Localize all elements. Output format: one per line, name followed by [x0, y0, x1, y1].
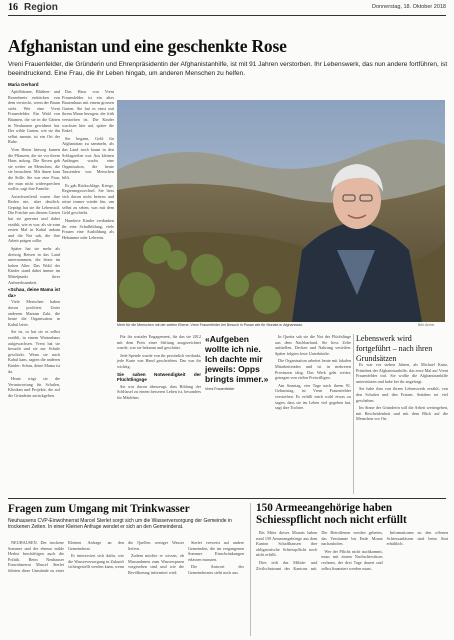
page-header — [8, 2, 446, 16]
paragraph: Hunderte Kinder verdanken ihr eine Schulbildung, viele Frauen eine Ausbildung als Hebamme oder Lehrerin. — [62, 218, 114, 240]
paragraph: Später hat sie mehr als dreissig Reisen in das Land unternommen, die letzte im hohen Alter. Das Wohl der Kinder stand dabei immer im Mittelpunkt ihrer Aufmerksamkeit. — [8, 246, 60, 285]
paragraph: Es war vor sieben Jahren, als Michael Kunz, Präsident der Afghanistanhilfe, das erste Mal auf Vreni Frauenfelder traf. Sie wollte die Afghanistanhilfe unterstützen und habe bei ihr angefragt. — [356, 362, 448, 384]
sidebar-text — [356, 362, 448, 494]
paragraph: Ausschweifend waren ihre Reden nie, aber deutlich. Geprägt hat sie ihr Lebensstil. Die Früchte aus diesem Garten hat sie geerntet und dabei erzählt, wie es war, als sie zum ersten Mal in Kabul ankam und die Not sah, die ihre Arbeit prägen sollte. — [8, 193, 60, 244]
paragraph: Für ihr soziales Engagement, für das sie 2012 mit dem Preis einer Stiftung ausgezeichnet wurde, war sie bekannt und geschätzt. — [117, 334, 201, 351]
article3-headline: 150 Armeeangehörige haben Schiesspflicht noch nicht erfüllt — [256, 502, 407, 526]
header-rule — [8, 15, 446, 16]
portrait-photo — [117, 100, 445, 322]
paragraph: Dies teilt das Militär- und Zivilschutzamt des Kantons mit. Die Betroffenen werden gebeten, das Versäumte bis Ende Monat nachzuholen. — [256, 530, 383, 571]
paragraph: Vom Beton hinweg kamen die Pflanzen, die sie vor ihrem Haus aufzog. Die Rosen gab sie weiter an Menschen, die sie besuchten. Mit ihnen kam die Stille. Sie war eine Frau, der man nicht widersprechen wollte, sagt ihre Familie. — [8, 146, 60, 192]
paragraph: Er interessiert sich dafür, wie die Wasserversorgung in Zukunft sichergestellt werden kann, wenn die Quellen weniger Wasser liefern. — [68, 540, 184, 570]
paragraph: Im Sinne der Gründerin soll die Arbeit weitergehen, mit Bescheidenheit und mit dem Blick auf die Menschen vor Ort. — [356, 405, 448, 422]
main-deck: Vreni Frauenfelder, die Gründerin und Ehrenpräsidentin der Afghanistanhilfe, ist mit 91 Jahren verstorben. Ihr Lebenswerk, das nun andere fortführen, ist beeindruckend. Eine Frau, die ihr Leben hingab, um anderen Menschen zu helfen. — [8, 61, 448, 77]
paragraph: Bis Mitte dieses Monats haben rund 150 Armeeangehörige aus dem Kanton Schaffhausen ihre obligatorische Schiesspflicht noch nicht erfüllt. — [256, 530, 318, 558]
paragraph: Zudem möchte er wissen, ob Massnahmen zum Wassersparen vorgesehen sind und wie die Bevölkerung informiert wird. — [128, 553, 184, 575]
article-column-2 — [62, 89, 114, 495]
column-divider — [353, 334, 354, 494]
paragraph: Das Haus von Vreni Frauenfelder ist ein altes Bauernhaus mit einem grossen Garten. Sie hat es einst mit ihrem Mann bezogen, der früh verstorben ist. Die Kinder wuchsen hier auf, später die Enkel. — [62, 89, 114, 134]
article-column-4 — [275, 334, 351, 494]
article-column-1 — [8, 89, 60, 495]
paragraph: Die Organisation arbeitet heute mit lokalen Mitarbeitenden und ist in mehreren Provinzen tätig. Das Werk geht weiter, getragen von vielen Freiwilligen. — [275, 358, 351, 381]
pull-quote-attribution: Vreni Frauenfelder — [205, 387, 235, 391]
paragraph: Sie ist, so hat sie es selbst erzählt, in einem Waisenhaus aufgewachsen. Vreni hat sie besucht und sie zur Schule geschickt. Wenn sie nach Kabul kam, sagten die anderen Kinder: Schau, deine Mama ist da. — [8, 329, 60, 374]
pull-quote — [205, 334, 271, 391]
section-rule — [8, 498, 446, 499]
page-number: 16 — [8, 2, 18, 13]
paragraph: In Quetta sah sie die Not der Flüchtlinge aus dem Nachbarland. Sie liess Zelte aufstellen, Decken und Nahrung verteilen. Später folgten feste Unterkünfte. — [275, 334, 351, 356]
paragraph: Am Sonntag, vier Tage nach ihrem 91. Geburtstag, ist Vreni Frauenfelder verstorben. Es erfüllt mich wohl etwas zu sagen, dass sie im Leben viel gegeben hat, sagt ihre Tochter. — [275, 382, 351, 411]
paragraph: Es gab Rückschläge, Kriege, Regierungswechsel. Sie liess sich davon nicht beirren und reiste immer wieder hin, um selbst zu sehen, was mit dem Geld geschieht. — [62, 182, 114, 216]
subheading: Sie sahen Notwendigkeit der Flüchtlingsge — [117, 371, 201, 383]
section-name: Region — [24, 2, 58, 13]
portrait-photo-image — [117, 100, 445, 322]
paragraph: NEUHAUSEN. Der trockene Sommer und der ebenso milde Herbst beschäftigen auch die Politik. Beim Neuhauser Einwohnerrat Marcel Sterlet führten diese Umstände zu einer Kleinen Anfrage an den Gemeinderat. — [8, 540, 124, 573]
column-divider — [250, 503, 251, 636]
pull-quote-text: «Aufgeben wollte ich nie. Ich dachte mir jeweils: Opps bringts immer.» — [205, 334, 269, 384]
main-headline: Afghanistan und eine geschenkte Rose — [8, 36, 287, 56]
paragraph: Viele Menschen haben davon profitiert. Unter anderem Mariam Zaki, die heute die Organisation in Kabul leitet. — [8, 299, 60, 327]
paragraph: Die Antwort des Gemeinderates steht noch aus. — [188, 564, 244, 575]
paragraph: Sie war davon überzeugt, dass Bildung der Schlüssel zu einem besseren Leben ist, besonders für Mädchen. — [117, 383, 201, 400]
subheading: «Schau, deine Mama ist da» — [8, 287, 60, 298]
sidebar-heading: Lebenswerk wird fortgeführt – nach ihren Grundsätzen — [356, 334, 433, 363]
photo-caption: Mehr für die Menschen mit der weiten Ebene: Vreni Frauenfelder bei Besuch in Pusan wie für Monate in Afghanistan. — [117, 323, 304, 327]
paragraph: Heute trägt sie die Verantwortung für Schulen, Kliniken und Projekte, die auf die Gründerin zurückgehen. — [8, 376, 60, 398]
paragraph: Sterlet verweist auf andere Gemeinden, die im vergangenen Sommer Einschränkungen erlassen mussten. — [188, 540, 244, 562]
article-column-3 — [117, 334, 201, 494]
paragraph: Apfelbäume, Blüthen- und Rosenbeete erdrücken von dem versteckt, wenn der Baum steht. Wer eine Vreni Frauenfelder. Ein Wald von Bäumen, die sie in die Gärten in Neuhausen gewidmet hat. Der wilde Garten, wie sie ihn selbst nannte, ist ein Ort der Ruhe. — [8, 89, 60, 145]
issue-date: Donnerstag, 18. Oktober 2018 — [372, 4, 446, 10]
article2-headline: Fragen zum Umgang mit Trinkwasser — [8, 503, 190, 515]
article3-body — [256, 530, 448, 636]
paragraph: Informationen zu den offenen Schiessanlässen sind beim Amt erhältlich. — [386, 530, 448, 547]
byline: Maria Gerhard — [8, 82, 39, 87]
paragraph: Sie begann, Geld für Afghanistan zu sammeln, als das Land noch kaum in den Schlagzeilen war. Aus kleinen Anfängen wuchs eine Organisation, die heute Tausenden von Menschen hilft. — [62, 135, 114, 180]
paragraph: Wer der Pflicht nicht nachkommt, muss mit einem Nachschiesskurs rechnen, der drei Tage dauert und selbst finanziert werden muss. — [321, 548, 383, 571]
article2-body — [8, 540, 244, 636]
photo-credit: Bild: Archiv — [418, 323, 435, 327]
paragraph: Jede Spende wurde von ihr persönlich verdankt, jede Karte von Hand geschrieben. Das war ihr wichtig. — [117, 352, 201, 369]
article2-deck: Neuhausens CVP-Einwohnerrat Marcel Sterlet sorgt sich um die Wasserversorgung der Gemeinde in trockenen Zeiten. In einer Kleinen Anfrage wendet er sich an den Gemeinderat. — [8, 518, 232, 531]
paragraph: Sie habe ihm von ihrem Lebenswerk erzählt, von den Schulen und den Frauen. Seitdem sei viel geschehen. — [356, 386, 448, 403]
